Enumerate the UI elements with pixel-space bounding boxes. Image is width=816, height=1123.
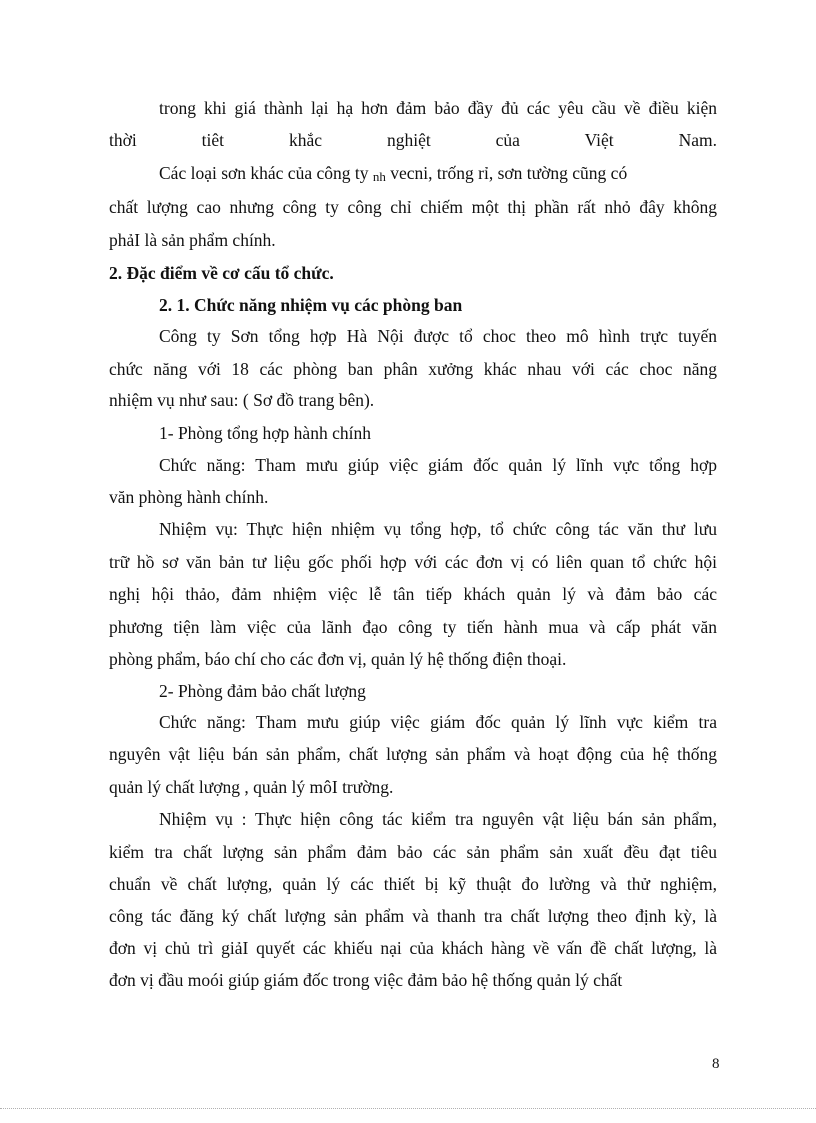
text-line: Chức năng: Tham mưu giúp việc giám đốc quản lý lĩnh vực kiểm tra: [159, 712, 717, 732]
text-line: phương tiện làm việc của lãnh đạo công ty tiến hành mua và cấp phát văn: [109, 617, 717, 637]
text-line: phòng phẩm, báo chí cho các đơn vị, quản lý hệ thống điện thoại.: [109, 649, 567, 669]
text-line: nhiệm vụ như sau: ( Sơ đồ trang bên).: [109, 390, 375, 410]
text-fragment: vecni, trống rỉ, sơn tường cũng có: [390, 163, 628, 183]
inline-small-text: nh: [372, 169, 386, 184]
text-line: chất lượng cao nhưng công ty công chỉ chiếm một thị phần rất nhỏ đây không: [109, 197, 717, 217]
text-line: Nhiệm vụ : Thực hiện công tác kiểm tra nguyên vật liệu bán sản phẩm,: [159, 809, 717, 829]
text-fragment: Các loại sơn khác của công ty: [159, 163, 369, 183]
text-line: trữ hồ sơ văn bản tư liệu gốc phối hợp với các đơn vị có liên quan tổ chức hội: [109, 552, 717, 572]
text-line: chức năng với 18 các phòng ban phân xưởng khác nhau với các choc năng: [109, 359, 717, 379]
page-edge-divider: [0, 1108, 816, 1109]
page-number: 8: [712, 1056, 720, 1072]
text-line: kiểm tra chất lượng sản phẩm đảm bảo các sản phẩm sản xuất đều đạt tiêu: [109, 842, 717, 862]
text-line: phảI là sản phẩm chính.: [109, 230, 276, 250]
text-line: văn phòng hành chính.: [109, 487, 269, 507]
text-line: Chức năng: Tham mưu giúp việc giám đốc quản lý lĩnh vực tổng hợp: [159, 455, 717, 475]
text-line: công tác đăng ký chất lượng sản phẩm và thanh tra chất lượng theo định kỳ, là: [109, 906, 717, 926]
subsection-heading: 2. 1. Chức năng nhiệm vụ các phòng ban: [159, 295, 463, 315]
text-line: [159, 161, 717, 189]
text-line: quản lý chất lượng , quản lý môI trường.: [109, 777, 394, 797]
text-line: nguyên vật liệu bán sản phẩm, chất lượng sản phẩm và hoạt động của hệ thống: [109, 744, 717, 764]
list-item-heading: 1- Phòng tổng hợp hành chính: [159, 423, 371, 443]
text-line: đơn vị chủ trì giảI quyết các khiếu nại của khách hàng về vấn đề chất lượng, là: [109, 938, 717, 958]
text-line: Công ty Sơn tổng hợp Hà Nội được tổ choc theo mô hình trực tuyến: [159, 326, 717, 346]
text-line: đơn vị đầu moói giúp giám đốc trong việc đảm bảo hệ thống quản lý chất: [109, 970, 623, 990]
text-line: trong khi giá thành lại hạ hơn đảm bảo đầy đủ các yêu cầu về điều kiện: [159, 98, 717, 118]
text-line: chuẩn về chất lượng, quản lý các thiết bị kỹ thuật đo lường và thử nghiệm,: [109, 874, 717, 894]
list-item-heading: 2- Phòng đảm bảo chất lượng: [159, 681, 366, 701]
text-line: Nhiệm vụ: Thực hiện nhiệm vụ tổng hợp, tổ chức công tác văn thư lưu: [159, 519, 717, 539]
text-line: nghị hội thảo, đảm nhiệm việc lễ tân tiếp khách quản lý và đảm bảo các: [109, 584, 717, 604]
text-line: thời tiêt khắc nghiệt của Việt Nam.: [109, 130, 717, 150]
section-heading: 2. Đặc điểm về cơ cấu tổ chức.: [109, 263, 334, 283]
